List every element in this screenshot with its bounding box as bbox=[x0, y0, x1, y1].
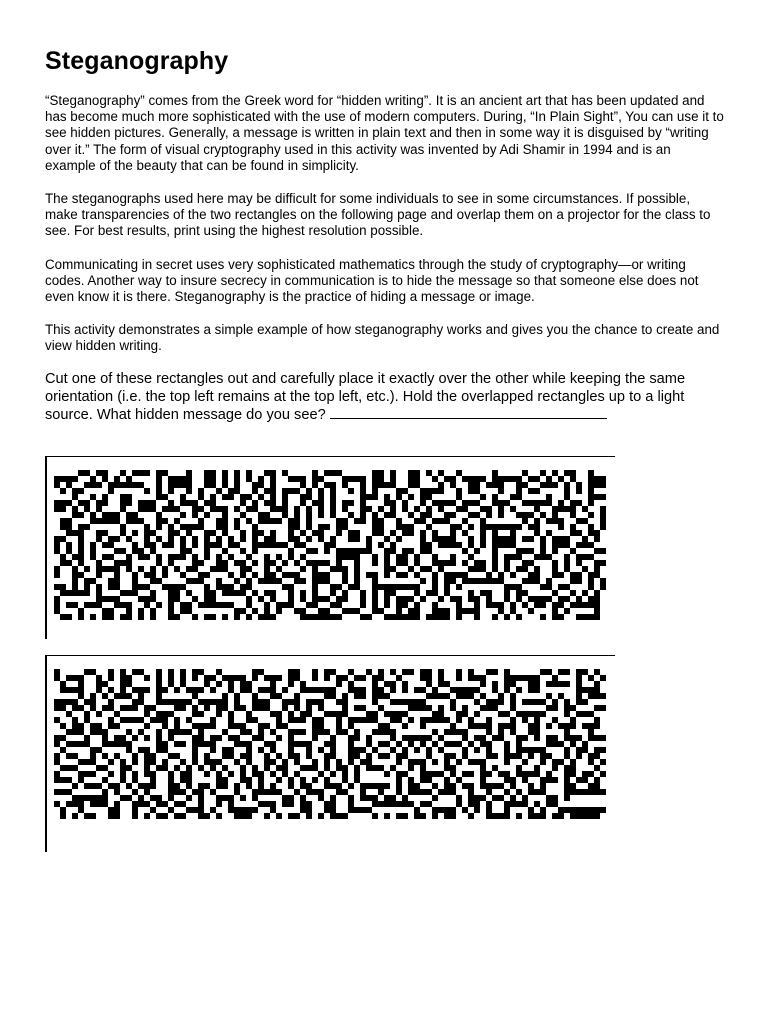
instruction-text: Cut one of these rectangles out and carefully place it exactly over the other while keeping the same orientation (i.e. the top left remains at the top left, etc.). Hold the overlapped rectangles up to a light source. What hidden message do you see? bbox=[45, 371, 686, 424]
intro-paragraph: “Steganography” comes from the Greek word for “hidden writing”. It is an ancient art that has been updated and has become much more sophisticated with the use of modern computers. During, “In Plain Sight”, You can use it to see hidden pictures. Generally, a message is written in plain text and then in some way it is disguised by “writing over it.” The form of visual cryptography used in this activity was invented by Adi Shamir in 1994 and is an example of the beauty that can be found in simplicity. bbox=[45, 93, 724, 173]
steganograph-rectangle-1 bbox=[54, 470, 606, 620]
cryptography-paragraph: Communicating in secret uses very sophisticated mathematics through the study of cryptography—or writing codes. Another way to insure secrecy in communication is to hide the message so that someone else does not even know it is there. Steganography is the practice of hiding a message or image. bbox=[45, 257, 699, 305]
page-title: Steganography bbox=[45, 47, 229, 75]
steganograph-rectangle-2 bbox=[54, 669, 606, 819]
instruction-paragraph bbox=[45, 371, 725, 425]
activity-paragraph: This activity demonstrates a simple example of how steganography works and gives you the chance to create and view hidden writing. bbox=[45, 322, 720, 354]
transparency-paragraph: The steganographs used here may be difficult for some individuals to see in some circumstances. If possible, make transparencies of the two rectangles on the following page and overlap them on a projector for the class to see. For best results, print using the highest resolution possible. bbox=[45, 191, 711, 239]
answer-blank-line bbox=[330, 406, 607, 419]
